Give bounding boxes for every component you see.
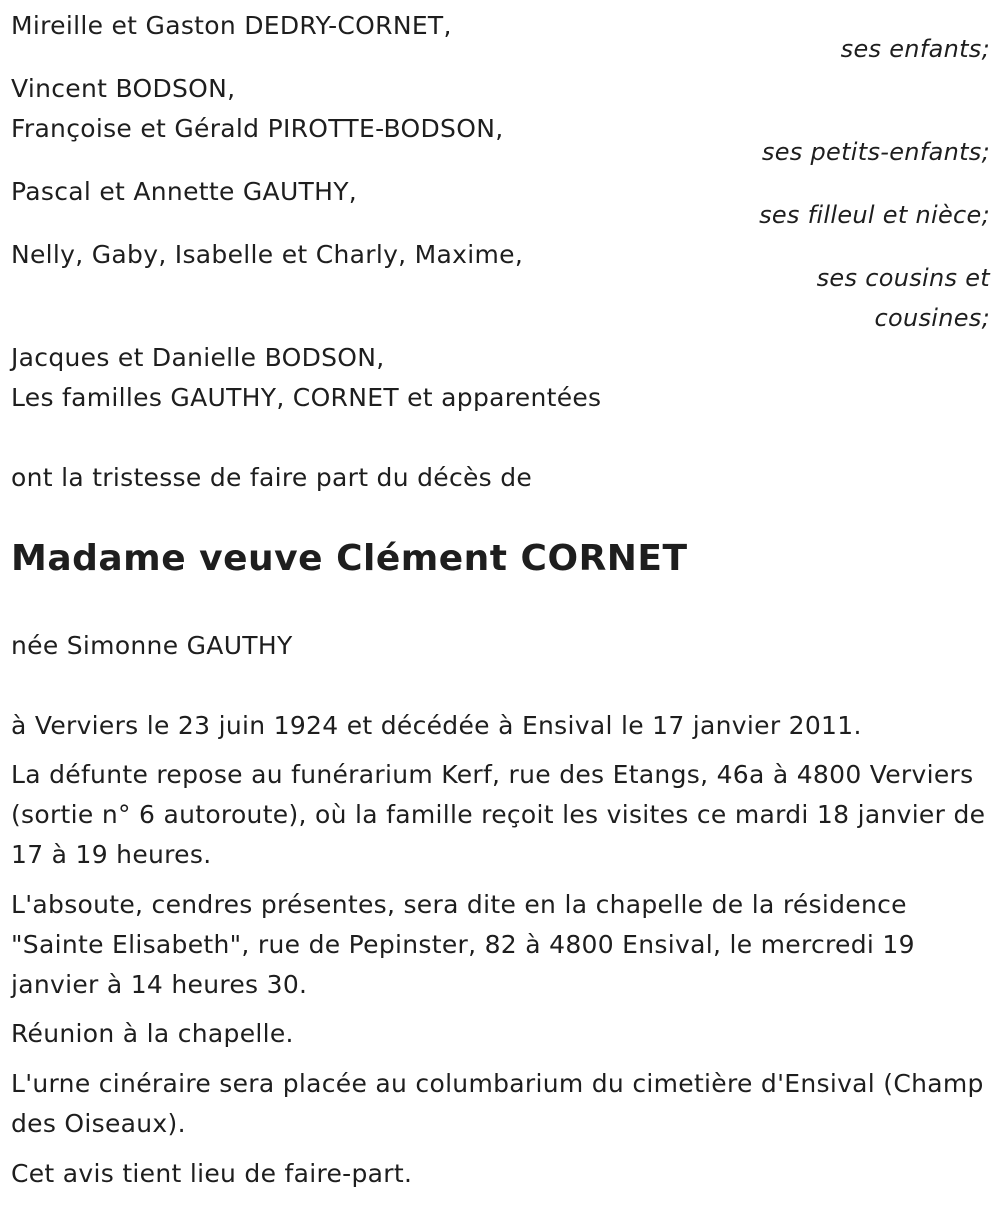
birth-name: née Simonne GAUTHY: [11, 631, 293, 660]
intro-text: ont la tristesse de faire part du décès de: [11, 463, 533, 492]
deceased-name: Madame veuve Clément CORNET: [11, 538, 688, 579]
family-line-6: Jacques et Danielle BODSON,: [11, 343, 385, 372]
paragraph-urn: L'urne cinéraire sera placée au columbarium du cimetière d'Ensival (Champ des Oiseaux).: [11, 1069, 984, 1138]
relation-cousins-1: ses cousins et: [816, 264, 990, 292]
relation-godson-niece: ses filleul et nièce;: [759, 201, 990, 229]
paragraph-notice: Cet avis tient lieu de faire-part.: [11, 1159, 413, 1188]
family-line-4: Pascal et Annette GAUTHY,: [11, 177, 358, 206]
relation-cousins-2: cousines;: [874, 304, 990, 332]
relation-grandchildren: ses petits-enfants;: [761, 138, 990, 166]
family-line-1: Mireille et Gaston DEDRY-CORNET,: [11, 11, 452, 40]
family-line-3: Françoise et Gérald PIROTTE-BODSON,: [11, 114, 504, 143]
relation-children: ses enfants;: [840, 35, 990, 63]
family-line-7: Les familles GAUTHY, CORNET et apparentées: [11, 383, 602, 412]
paragraph-reunion: Réunion à la chapelle.: [11, 1019, 294, 1048]
paragraph-birth-death: à Verviers le 23 juin 1924 et décédée à Ensival le 17 janvier 2011.: [11, 711, 862, 740]
paragraph-absolution: L'absoute, cendres présentes, sera dite en la chapelle de la résidence "Sainte Elisabeth", rue de Pepinster, 82 à 4800 Ensival, le mercredi 19 janvier à 14 heures 30.: [11, 890, 915, 999]
family-line-5: Nelly, Gaby, Isabelle et Charly, Maxime,: [11, 240, 524, 269]
family-line-2: Vincent BODSON,: [11, 74, 236, 103]
paragraph-funerarium: La défunte repose au funérarium Kerf, rue des Etangs, 46a à 4800 Verviers (sortie n° 6 autoroute), où la famille reçoit les visites ce mardi 18 janvier de 17 à 19 heures.: [11, 760, 986, 869]
